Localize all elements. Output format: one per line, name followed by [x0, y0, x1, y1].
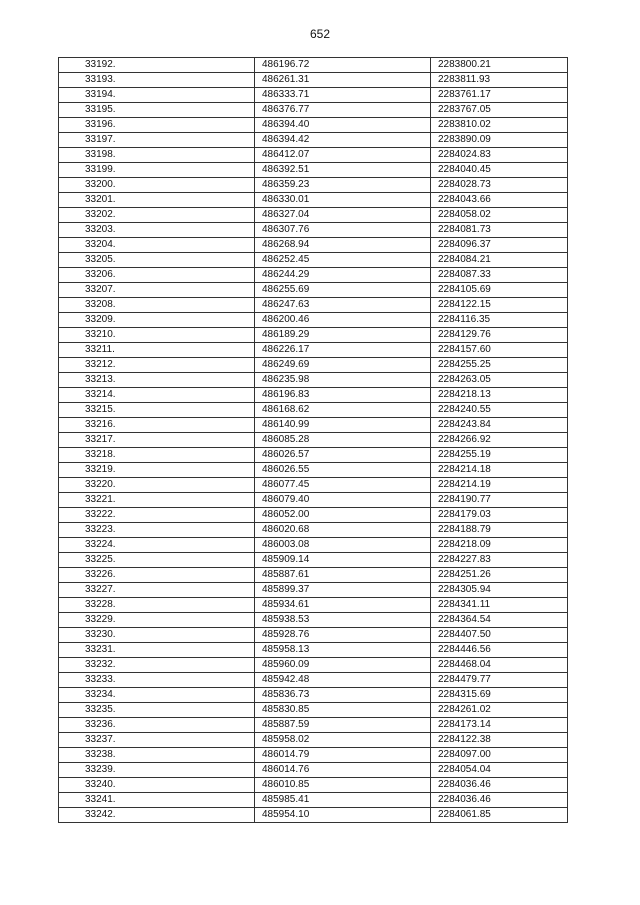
- point-number-cell: 33220.: [59, 478, 255, 493]
- y-coordinate-cell: 2283761.17: [431, 88, 568, 103]
- y-coordinate-cell: 2284058.02: [431, 208, 568, 223]
- y-coordinate-cell: 2284243.84: [431, 418, 568, 433]
- table-row: [59, 613, 568, 628]
- y-coordinate-cell: 2283800.21: [431, 58, 568, 73]
- point-number-cell: 33197.: [59, 133, 255, 148]
- y-coordinate-cell: 2284227.83: [431, 553, 568, 568]
- y-coordinate-cell: 2284266.92: [431, 433, 568, 448]
- x-coordinate-cell: 486330.01: [255, 193, 431, 208]
- x-coordinate-cell: 486010.85: [255, 778, 431, 793]
- y-coordinate-cell: 2284255.25: [431, 358, 568, 373]
- x-coordinate-cell: 486392.51: [255, 163, 431, 178]
- y-coordinate-cell: 2284251.26: [431, 568, 568, 583]
- y-coordinate-cell: 2284097.00: [431, 748, 568, 763]
- y-coordinate-cell: 2284214.18: [431, 463, 568, 478]
- y-coordinate-cell: 2284122.38: [431, 733, 568, 748]
- table-row: [59, 433, 568, 448]
- point-number-cell: 33231.: [59, 643, 255, 658]
- y-coordinate-cell: 2284028.73: [431, 178, 568, 193]
- y-coordinate-cell: 2283810.02: [431, 118, 568, 133]
- y-coordinate-cell: 2284054.04: [431, 763, 568, 778]
- point-number-cell: 33237.: [59, 733, 255, 748]
- table-row: [59, 58, 568, 73]
- x-coordinate-cell: 485938.53: [255, 613, 431, 628]
- x-coordinate-cell: 486079.40: [255, 493, 431, 508]
- table-row: [59, 103, 568, 118]
- x-coordinate-cell: 485934.61: [255, 598, 431, 613]
- x-coordinate-cell: 486200.46: [255, 313, 431, 328]
- y-coordinate-cell: 2284468.04: [431, 658, 568, 673]
- y-coordinate-cell: 2284446.56: [431, 643, 568, 658]
- point-number-cell: 33222.: [59, 508, 255, 523]
- coordinates-table-body: [59, 58, 568, 823]
- point-number-cell: 33210.: [59, 328, 255, 343]
- point-number-cell: 33241.: [59, 793, 255, 808]
- table-row: [59, 553, 568, 568]
- point-number-cell: 33240.: [59, 778, 255, 793]
- table-row: [59, 343, 568, 358]
- y-coordinate-cell: 2283890.09: [431, 133, 568, 148]
- point-number-cell: 33225.: [59, 553, 255, 568]
- table-row: [59, 673, 568, 688]
- table-row: [59, 478, 568, 493]
- point-number-cell: 33242.: [59, 808, 255, 823]
- table-row: [59, 328, 568, 343]
- y-coordinate-cell: 2284129.76: [431, 328, 568, 343]
- point-number-cell: 33235.: [59, 703, 255, 718]
- table-row: [59, 268, 568, 283]
- x-coordinate-cell: 486020.68: [255, 523, 431, 538]
- x-coordinate-cell: 486026.57: [255, 448, 431, 463]
- table-row: [59, 538, 568, 553]
- point-number-cell: 33193.: [59, 73, 255, 88]
- x-coordinate-cell: 485958.13: [255, 643, 431, 658]
- x-coordinate-cell: 485958.02: [255, 733, 431, 748]
- x-coordinate-cell: 486394.40: [255, 118, 431, 133]
- x-coordinate-cell: 485942.48: [255, 673, 431, 688]
- y-coordinate-cell: 2284255.19: [431, 448, 568, 463]
- point-number-cell: 33211.: [59, 343, 255, 358]
- table-row: [59, 748, 568, 763]
- x-coordinate-cell: 486014.79: [255, 748, 431, 763]
- x-coordinate-cell: 485909.14: [255, 553, 431, 568]
- y-coordinate-cell: 2284190.77: [431, 493, 568, 508]
- x-coordinate-cell: 486026.55: [255, 463, 431, 478]
- x-coordinate-cell: 486249.69: [255, 358, 431, 373]
- y-coordinate-cell: 2284218.13: [431, 388, 568, 403]
- table-row: [59, 763, 568, 778]
- point-number-cell: 33232.: [59, 658, 255, 673]
- x-coordinate-cell: 485960.09: [255, 658, 431, 673]
- point-number-cell: 33198.: [59, 148, 255, 163]
- y-coordinate-cell: 2284188.79: [431, 523, 568, 538]
- point-number-cell: 33213.: [59, 373, 255, 388]
- point-number-cell: 33224.: [59, 538, 255, 553]
- table-row: [59, 388, 568, 403]
- point-number-cell: 33226.: [59, 568, 255, 583]
- y-coordinate-cell: 2284116.35: [431, 313, 568, 328]
- table-row: [59, 793, 568, 808]
- table-row: [59, 568, 568, 583]
- point-number-cell: 33203.: [59, 223, 255, 238]
- coordinates-table: [58, 57, 568, 823]
- table-row: [59, 733, 568, 748]
- y-coordinate-cell: 2284407.50: [431, 628, 568, 643]
- table-row: [59, 238, 568, 253]
- x-coordinate-cell: 486196.72: [255, 58, 431, 73]
- x-coordinate-cell: 485985.41: [255, 793, 431, 808]
- x-coordinate-cell: 486077.45: [255, 478, 431, 493]
- y-coordinate-cell: 2284043.66: [431, 193, 568, 208]
- y-coordinate-cell: 2284040.45: [431, 163, 568, 178]
- x-coordinate-cell: 486196.83: [255, 388, 431, 403]
- y-coordinate-cell: 2284036.46: [431, 793, 568, 808]
- x-coordinate-cell: 485887.61: [255, 568, 431, 583]
- x-coordinate-cell: 486014.76: [255, 763, 431, 778]
- table-row: [59, 658, 568, 673]
- table-row: [59, 418, 568, 433]
- y-coordinate-cell: 2284024.83: [431, 148, 568, 163]
- table-row: [59, 163, 568, 178]
- y-coordinate-cell: 2284479.77: [431, 673, 568, 688]
- point-number-cell: 33218.: [59, 448, 255, 463]
- point-number-cell: 33228.: [59, 598, 255, 613]
- x-coordinate-cell: 486412.07: [255, 148, 431, 163]
- point-number-cell: 33208.: [59, 298, 255, 313]
- point-number-cell: 33236.: [59, 718, 255, 733]
- point-number-cell: 33221.: [59, 493, 255, 508]
- y-coordinate-cell: 2284315.69: [431, 688, 568, 703]
- table-row: [59, 523, 568, 538]
- x-coordinate-cell: 486226.17: [255, 343, 431, 358]
- x-coordinate-cell: 486394.42: [255, 133, 431, 148]
- x-coordinate-cell: 486247.63: [255, 298, 431, 313]
- table-row: [59, 808, 568, 823]
- x-coordinate-cell: 486252.45: [255, 253, 431, 268]
- x-coordinate-cell: 486333.71: [255, 88, 431, 103]
- x-coordinate-cell: 486140.99: [255, 418, 431, 433]
- point-number-cell: 33209.: [59, 313, 255, 328]
- table-row: [59, 298, 568, 313]
- table-row: [59, 373, 568, 388]
- point-number-cell: 33196.: [59, 118, 255, 133]
- table-row: [59, 703, 568, 718]
- table-row: [59, 448, 568, 463]
- y-coordinate-cell: 2284263.05: [431, 373, 568, 388]
- y-coordinate-cell: 2284084.21: [431, 253, 568, 268]
- point-number-cell: 33233.: [59, 673, 255, 688]
- table-row: [59, 358, 568, 373]
- x-coordinate-cell: 485928.76: [255, 628, 431, 643]
- y-coordinate-cell: 2284218.09: [431, 538, 568, 553]
- y-coordinate-cell: 2284305.94: [431, 583, 568, 598]
- table-row: [59, 223, 568, 238]
- x-coordinate-cell: 486235.98: [255, 373, 431, 388]
- point-number-cell: 33223.: [59, 523, 255, 538]
- point-number-cell: 33229.: [59, 613, 255, 628]
- y-coordinate-cell: 2284240.55: [431, 403, 568, 418]
- x-coordinate-cell: 485887.59: [255, 718, 431, 733]
- x-coordinate-cell: 485830.85: [255, 703, 431, 718]
- point-number-cell: 33206.: [59, 268, 255, 283]
- x-coordinate-cell: 486268.94: [255, 238, 431, 253]
- y-coordinate-cell: 2284341.11: [431, 598, 568, 613]
- table-row: [59, 313, 568, 328]
- y-coordinate-cell: 2284179.03: [431, 508, 568, 523]
- x-coordinate-cell: 486261.31: [255, 73, 431, 88]
- y-coordinate-cell: 2284105.69: [431, 283, 568, 298]
- y-coordinate-cell: 2283767.05: [431, 103, 568, 118]
- table-row: [59, 208, 568, 223]
- y-coordinate-cell: 2284061.85: [431, 808, 568, 823]
- table-row: [59, 463, 568, 478]
- page-number: 652: [309, 27, 331, 41]
- table-row: [59, 583, 568, 598]
- y-coordinate-cell: 2284087.33: [431, 268, 568, 283]
- point-number-cell: 33217.: [59, 433, 255, 448]
- point-number-cell: 33200.: [59, 178, 255, 193]
- point-number-cell: 33212.: [59, 358, 255, 373]
- x-coordinate-cell: 486376.77: [255, 103, 431, 118]
- point-number-cell: 33202.: [59, 208, 255, 223]
- table-row: [59, 508, 568, 523]
- point-number-cell: 33195.: [59, 103, 255, 118]
- table-row: [59, 718, 568, 733]
- x-coordinate-cell: 485899.37: [255, 583, 431, 598]
- table-row: [59, 193, 568, 208]
- y-coordinate-cell: 2284122.15: [431, 298, 568, 313]
- point-number-cell: 33216.: [59, 418, 255, 433]
- x-coordinate-cell: 486327.04: [255, 208, 431, 223]
- point-number-cell: 33205.: [59, 253, 255, 268]
- point-number-cell: 33192.: [59, 58, 255, 73]
- table-row: [59, 178, 568, 193]
- y-coordinate-cell: 2284214.19: [431, 478, 568, 493]
- point-number-cell: 33219.: [59, 463, 255, 478]
- table-row: [59, 148, 568, 163]
- point-number-cell: 33239.: [59, 763, 255, 778]
- point-number-cell: 33194.: [59, 88, 255, 103]
- point-number-cell: 33234.: [59, 688, 255, 703]
- point-number-cell: 33238.: [59, 748, 255, 763]
- table-row: [59, 118, 568, 133]
- y-coordinate-cell: 2284096.37: [431, 238, 568, 253]
- x-coordinate-cell: 486244.29: [255, 268, 431, 283]
- x-coordinate-cell: 486189.29: [255, 328, 431, 343]
- table-row: [59, 598, 568, 613]
- table-row: [59, 133, 568, 148]
- x-coordinate-cell: 486168.62: [255, 403, 431, 418]
- y-coordinate-cell: 2284364.54: [431, 613, 568, 628]
- y-coordinate-cell: 2284157.60: [431, 343, 568, 358]
- point-number-cell: 33201.: [59, 193, 255, 208]
- x-coordinate-cell: 486052.00: [255, 508, 431, 523]
- y-coordinate-cell: 2284081.73: [431, 223, 568, 238]
- point-number-cell: 33199.: [59, 163, 255, 178]
- x-coordinate-cell: 486255.69: [255, 283, 431, 298]
- table-row: [59, 403, 568, 418]
- y-coordinate-cell: 2283811.93: [431, 73, 568, 88]
- x-coordinate-cell: 486307.76: [255, 223, 431, 238]
- y-coordinate-cell: 2284036.46: [431, 778, 568, 793]
- table-row: [59, 493, 568, 508]
- table-row: [59, 688, 568, 703]
- y-coordinate-cell: 2284173.14: [431, 718, 568, 733]
- y-coordinate-cell: 2284261.02: [431, 703, 568, 718]
- x-coordinate-cell: 486003.08: [255, 538, 431, 553]
- point-number-cell: 33214.: [59, 388, 255, 403]
- x-coordinate-cell: 486085.28: [255, 433, 431, 448]
- point-number-cell: 33207.: [59, 283, 255, 298]
- table-row: [59, 88, 568, 103]
- x-coordinate-cell: 485836.73: [255, 688, 431, 703]
- point-number-cell: 33227.: [59, 583, 255, 598]
- point-number-cell: 33204.: [59, 238, 255, 253]
- x-coordinate-cell: 485954.10: [255, 808, 431, 823]
- table-row: [59, 643, 568, 658]
- table-row: [59, 778, 568, 793]
- table-row: [59, 253, 568, 268]
- x-coordinate-cell: 486359.23: [255, 178, 431, 193]
- table-row: [59, 73, 568, 88]
- table-row: [59, 283, 568, 298]
- table-row: [59, 628, 568, 643]
- point-number-cell: 33215.: [59, 403, 255, 418]
- point-number-cell: 33230.: [59, 628, 255, 643]
